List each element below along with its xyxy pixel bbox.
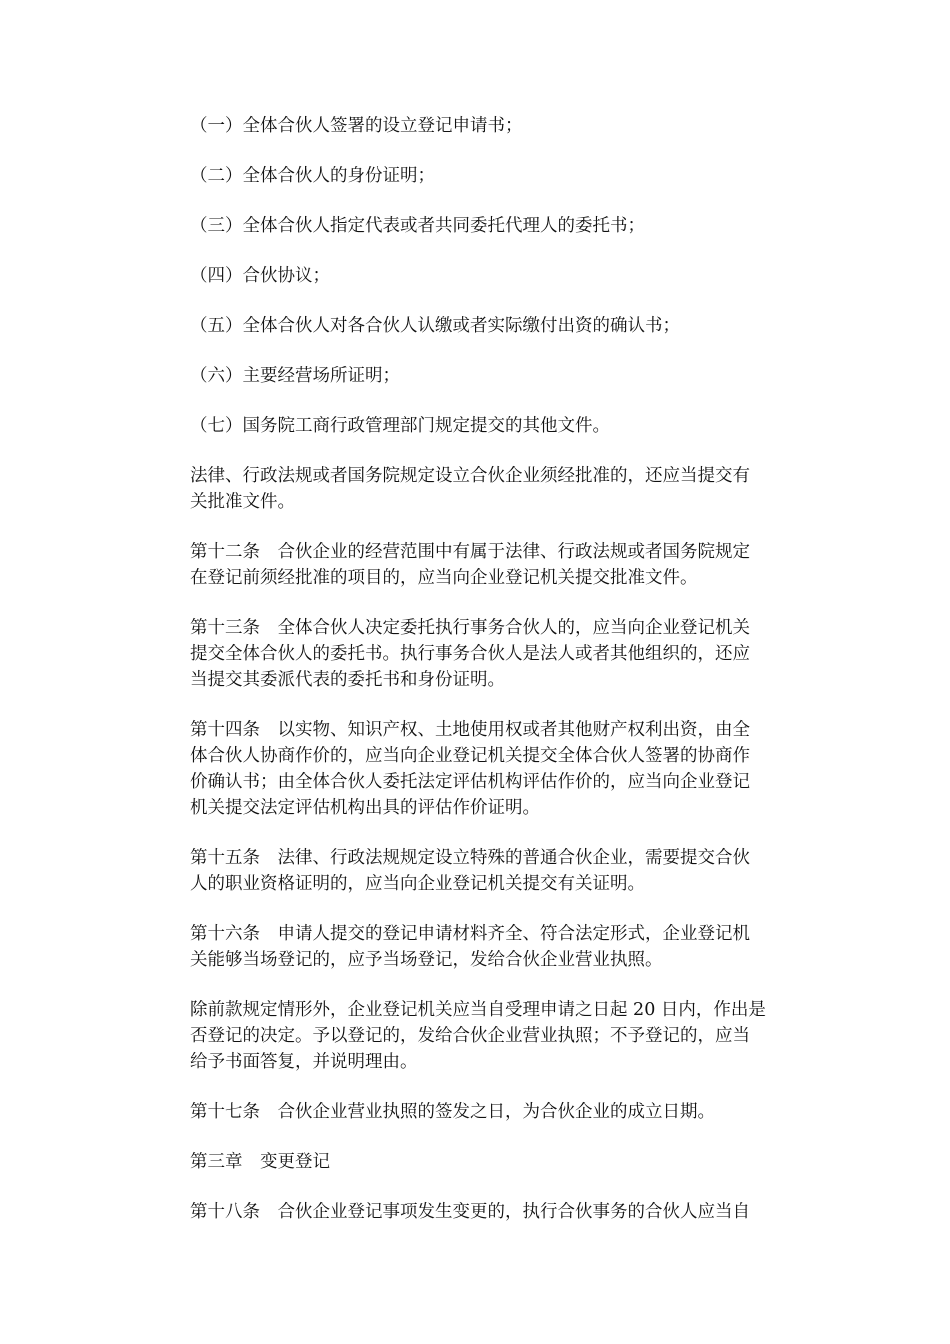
document-body <box>190 113 810 1249</box>
text-line: 给予书面答复，并说明理由。 <box>190 1052 418 1072</box>
list-item-4 <box>190 263 810 289</box>
text-line: （五）全体合伙人对各合伙人认缴或者实际缴付出资的确认书； <box>190 316 680 336</box>
text-line: 当提交其委派代表的委托书和身份证明。 <box>190 670 505 690</box>
paragraph-approval-documents <box>190 463 810 515</box>
text-line: 第十六条 申请人提交的登记申请材料齐全、符合法定形式，企业登记机 <box>190 924 750 944</box>
text-line: 否登记的决定。予以登记的，发给合伙企业营业执照；不予登记的，应当 <box>190 1026 750 1046</box>
list-item-5 <box>190 313 810 339</box>
list-item-6 <box>190 363 810 389</box>
article-14 <box>190 717 810 821</box>
text-line: 关能够当场登记的，应予当场登记，发给合伙企业营业执照。 <box>190 950 663 970</box>
text-line: 提交全体合伙人的委托书。执行事务合伙人是法人或者其他组织的，还应 <box>190 644 750 664</box>
text-line: 第十七条 合伙企业营业执照的签发之日，为合伙企业的成立日期。 <box>190 1102 715 1122</box>
article-17 <box>190 1099 810 1125</box>
text-line: 第十四条 以实物、知识产权、土地使用权或者其他财产权利出资，由全 <box>190 720 750 740</box>
text-line: 第十三条 全体合伙人决定委托执行事务合伙人的，应当向企业登记机关 <box>190 618 750 638</box>
text-line: 在登记前须经批准的项目的，应当向企业登记机关提交批准文件。 <box>190 568 698 588</box>
article-15 <box>190 845 810 897</box>
text-line: 第三章 变更登记 <box>190 1152 330 1172</box>
chapter-heading <box>190 1149 810 1175</box>
list-item-7 <box>190 413 810 439</box>
text-line: （四）合伙协议； <box>190 266 330 286</box>
text-line: （二）全体合伙人的身份证明； <box>190 166 435 186</box>
text-line: （七）国务院工商行政管理部门规定提交的其他文件。 <box>190 416 610 436</box>
article-12 <box>190 539 810 591</box>
text-line: 价确认书；由全体合伙人委托法定评估机构评估作价的，应当向企业登记 <box>190 772 750 792</box>
text-line: 机关提交法定评估机构出具的评估作价证明。 <box>190 798 540 818</box>
text-line: 关批准文件。 <box>190 492 295 512</box>
text-line: 除前款规定情形外，企业登记机关应当自受理申请之日起 20 日内，作出是 <box>190 1000 766 1020</box>
list-item-2 <box>190 163 810 189</box>
article-18 <box>190 1199 810 1225</box>
text-line: 第十五条 法律、行政法规规定设立特殊的普通合伙企业，需要提交合伙 <box>190 848 750 868</box>
article-16 <box>190 921 810 973</box>
list-item-3 <box>190 213 810 239</box>
text-line: （一）全体合伙人签署的设立登记申请书； <box>190 116 523 136</box>
article-16-paragraph-2 <box>190 997 810 1075</box>
text-line: （三）全体合伙人指定代表或者共同委托代理人的委托书； <box>190 216 645 236</box>
text-line: 法律、行政法规或者国务院规定设立合伙企业须经批准的，还应当提交有 <box>190 466 750 486</box>
text-line: 第十二条 合伙企业的经营范围中有属于法律、行政法规或者国务院规定 <box>190 542 750 562</box>
text-line: 第十八条 合伙企业登记事项发生变更的，执行合伙事务的合伙人应当自 <box>190 1202 750 1222</box>
list-item-1 <box>190 113 810 139</box>
text-line: （六）主要经营场所证明； <box>190 366 400 386</box>
text-line: 体合伙人协商作价的，应当向企业登记机关提交全体合伙人签署的协商作 <box>190 746 750 766</box>
text-line: 人的职业资格证明的，应当向企业登记机关提交有关证明。 <box>190 874 645 894</box>
article-13 <box>190 615 810 693</box>
